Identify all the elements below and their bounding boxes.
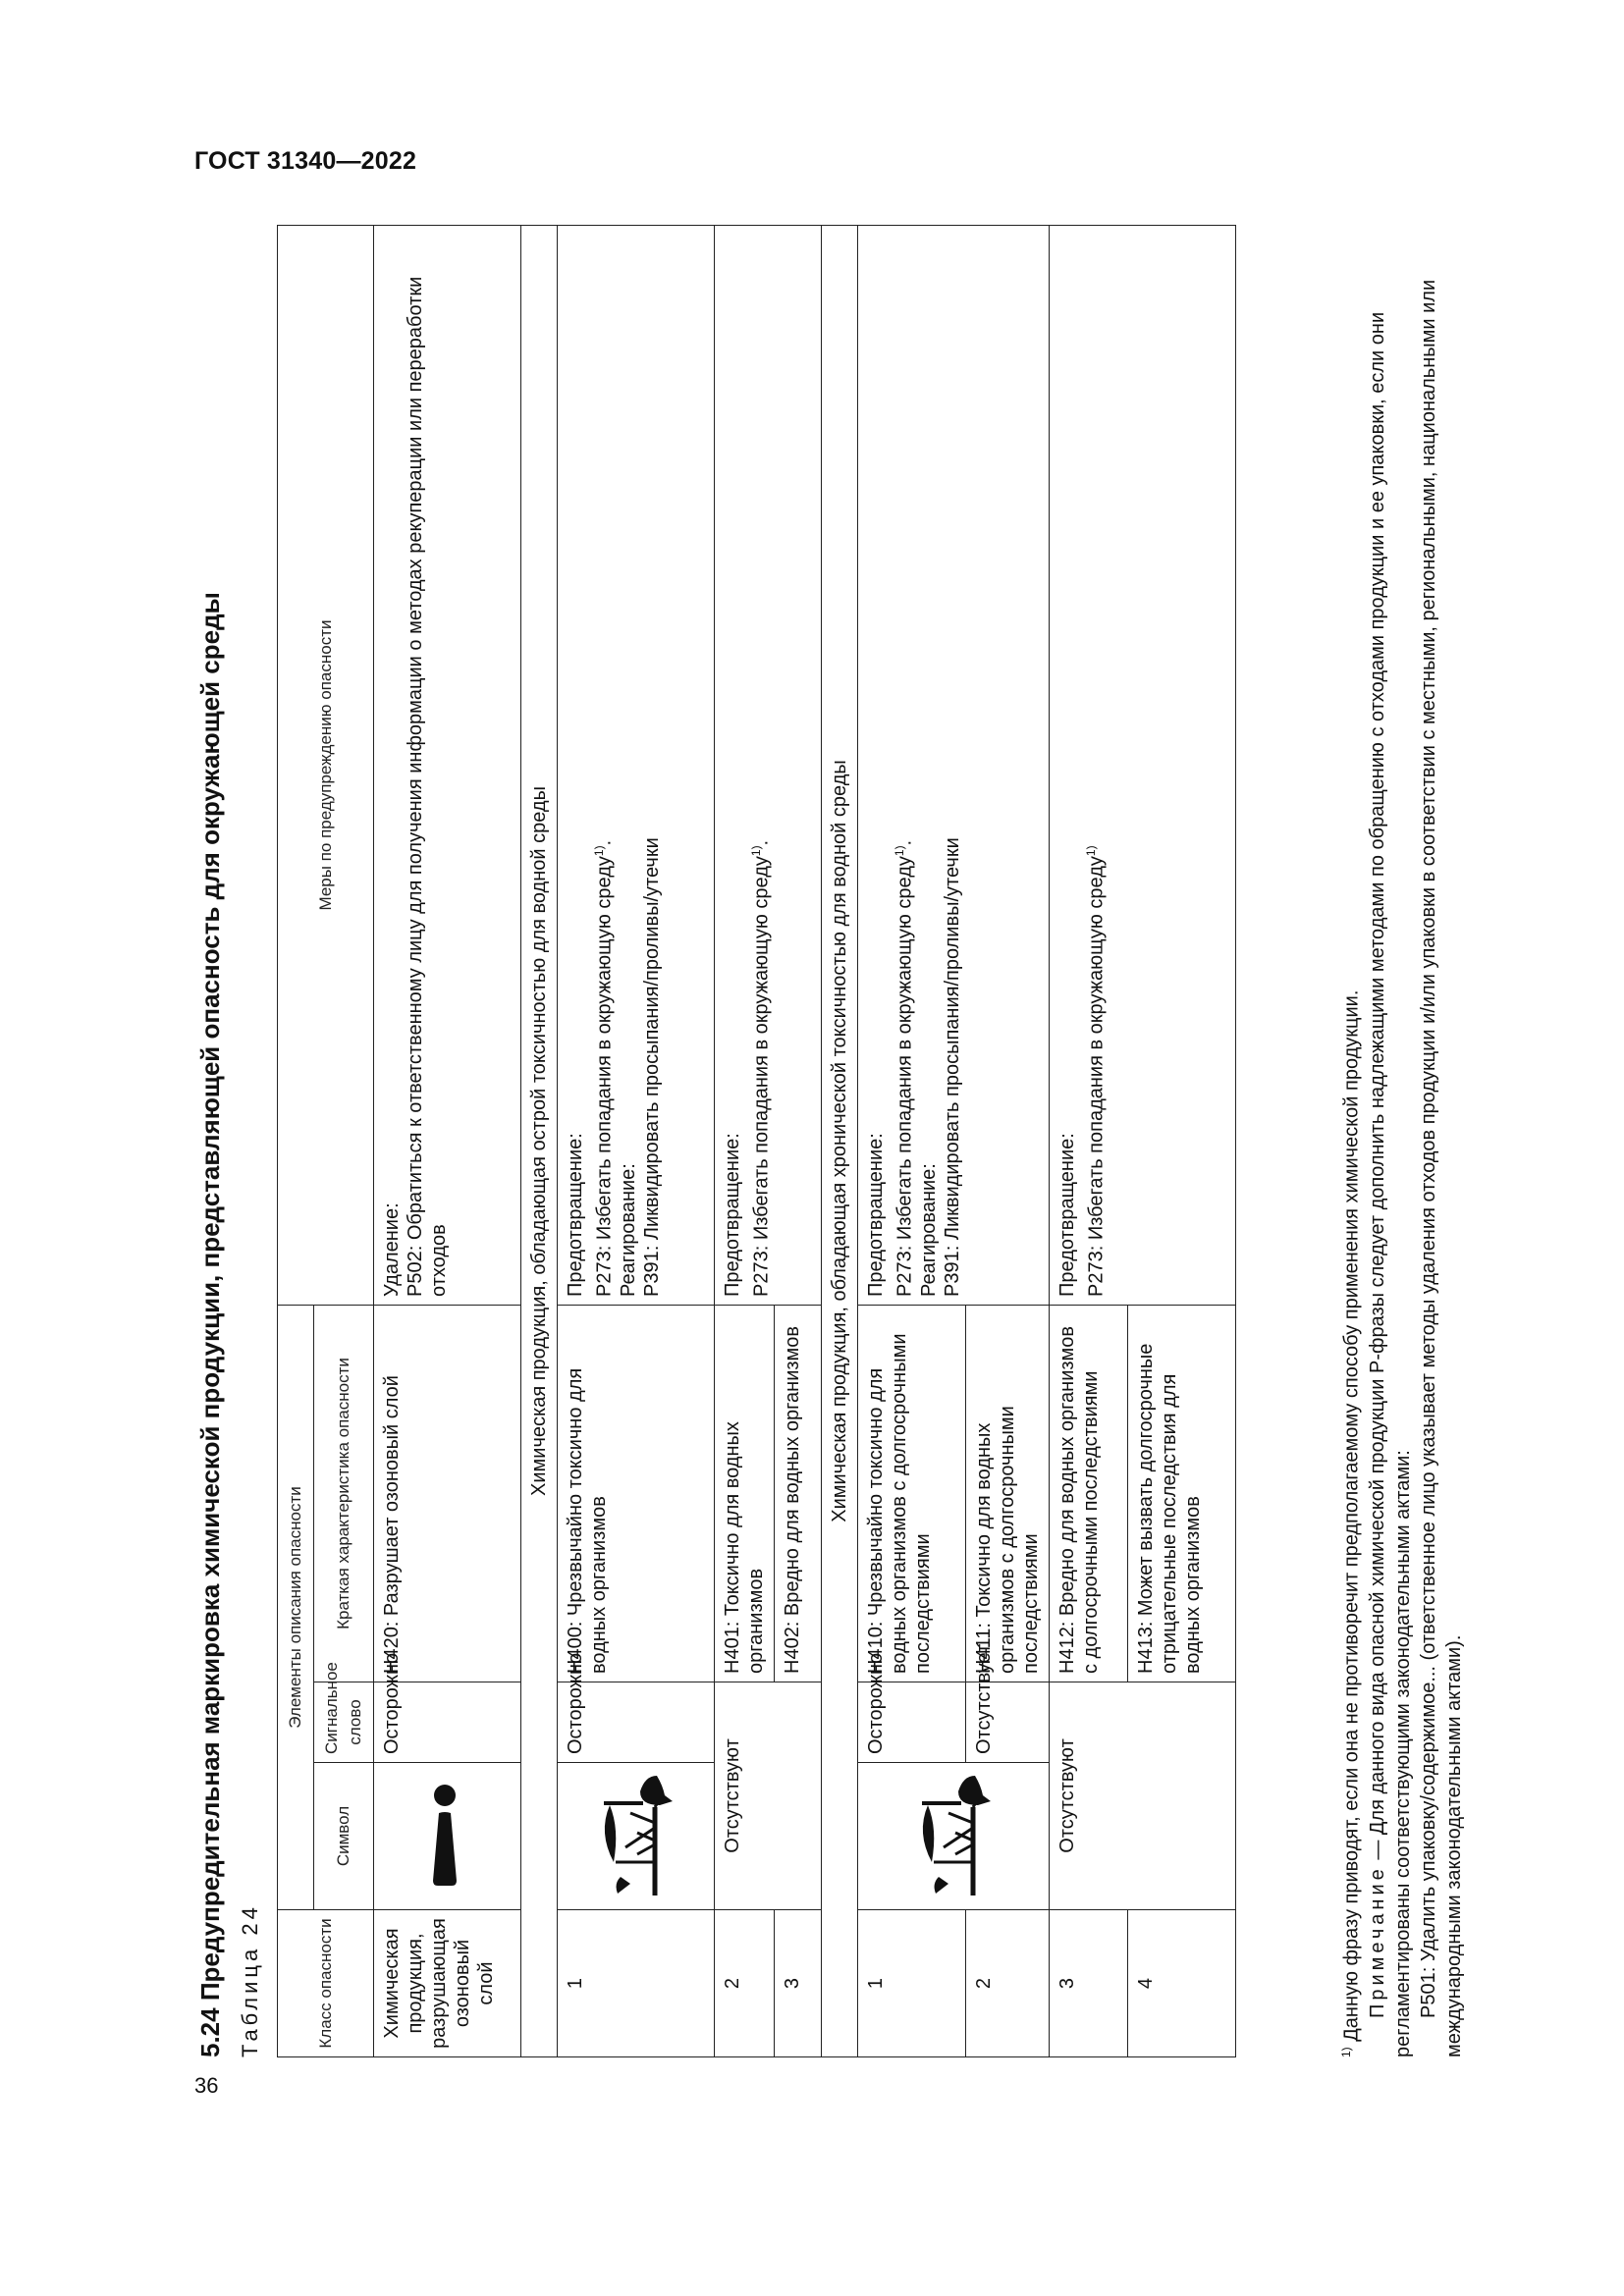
ozone-hazard: H420: Разрушает озоновый слой bbox=[374, 1305, 521, 1682]
acute-hazard-1: H400: Чрезвычайно токсично для водных организмов bbox=[558, 1305, 715, 1682]
acute-hazard-3: H402: Вредно для водных организмов bbox=[775, 1305, 822, 1682]
chronic-class-4: 4 bbox=[1128, 1910, 1236, 2057]
col-header-signal: Сигнальное слово bbox=[314, 1682, 374, 1763]
chronic-class-1: 1 bbox=[858, 1910, 966, 2057]
environment-symbol bbox=[858, 1763, 1050, 1910]
measure-line: P391: Ликвидировать просыпания/проливы/утечки bbox=[640, 837, 663, 1297]
acute-class-3: 3 bbox=[775, 1910, 822, 2057]
rotated-page-content bbox=[194, 212, 1471, 2057]
measure-line: Удаление: bbox=[381, 1202, 403, 1297]
table-label: Таблица 24 bbox=[238, 1903, 262, 2057]
measure-line: P502: Обратиться к ответственному лицу для получения информации о методах рекуперации или переработки отходов bbox=[405, 276, 450, 1297]
ozone-class: Химическая продукция, разрушающая озоновый слой bbox=[374, 1910, 521, 2057]
environment-symbol bbox=[558, 1763, 715, 1910]
chronic-class-3: 3 bbox=[1050, 1910, 1128, 2057]
col-header-symbol: Символ bbox=[314, 1763, 374, 1910]
acute-hazard-2: H401: Токсично для водных организмов bbox=[715, 1305, 775, 1682]
acute-section-title: Химическая продукция, обладающая острой токсичностью для водной среды bbox=[521, 225, 558, 2056]
chronic-signal-1: Осторожно bbox=[858, 1682, 966, 1763]
measure-line: P273: Избегать попадания в окружающую среду$^{1)}$. bbox=[893, 839, 916, 1297]
ozone-measures bbox=[374, 225, 521, 1305]
measure-line: P273: Избегать попадания в окружающую среду$^{1)}$ bbox=[1084, 845, 1108, 1297]
exclamation-symbol bbox=[374, 1763, 521, 1910]
acute-class-1: 1 bbox=[558, 1910, 715, 2057]
col-header-elements: Элементы описания опасности bbox=[278, 1305, 314, 1909]
chronic-signal-2: Отсутствует bbox=[966, 1682, 1050, 1763]
page-number: 36 bbox=[194, 2073, 219, 2098]
chronic-measures-3-4 bbox=[1050, 225, 1236, 1305]
acute-signal-2-3: Отсутствуют bbox=[715, 1682, 822, 1910]
chronic-signal-3-4: Отсутствуют bbox=[1050, 1682, 1236, 1910]
ozone-signal: Осторожно bbox=[374, 1682, 521, 1763]
measure-line: P273: Избегать попадания в окружающую среду$^{1)}$. bbox=[749, 839, 773, 1297]
measure-line: P391: Ликвидировать просыпания/проливы/утечки bbox=[941, 837, 963, 1297]
col-header-measures: Меры по предупреждению опасности bbox=[278, 225, 374, 1305]
section-title: 5.24 Предупредительная маркировка химической продукции, представляющей опасность для окружающей среды bbox=[195, 592, 225, 2057]
measure-line: Реагирование: bbox=[617, 1163, 639, 1297]
chronic-hazard-2: H411: Токсично для водных организмов с долгосрочными последствиями bbox=[966, 1305, 1050, 1682]
col-header-class: Класс опасности bbox=[278, 1910, 374, 2057]
chronic-measures-1-2 bbox=[858, 225, 1050, 1305]
chronic-hazard-3: H412: Вредно для водных организмов с долгосрочными последствиями bbox=[1050, 1305, 1128, 1682]
table-note: Примечание — Для данного вида опасной химической продукции P-фразы следует дополнить надлежащими методами по обращению с отходами продукции и ее упаковки, если они регламентированы соответствующими законодательными актами: bbox=[1366, 311, 1414, 2057]
environment-tree-fish-icon bbox=[586, 1769, 679, 1901]
measure-line: Предотвращение: bbox=[865, 1133, 887, 1297]
footnote-1: $^{1)}$ Данную фразу приводят, если она не противоречит предполагаемому способу применения химической продукции. bbox=[1339, 989, 1363, 2057]
chronic-hazard-4: H413: Может вызвать долгосрочные отрицательные последствия для водных организмов bbox=[1128, 1305, 1236, 1682]
measure-line: P273: Избегать попадания в окружающую среду$^{1)}$. bbox=[592, 839, 616, 1297]
acute-class-2: 2 bbox=[715, 1910, 775, 2057]
measure-line: Предотвращение: bbox=[722, 1133, 743, 1297]
measure-line: Предотвращение: bbox=[565, 1133, 586, 1297]
table-footnotes bbox=[1333, 226, 1467, 2057]
chronic-section-title: Химическая продукция, обладающая хронической токсичностью для водной среды bbox=[822, 225, 858, 2056]
acute-measures-1 bbox=[558, 225, 715, 1305]
p501-note: P501: Удалить упаковку/содержимое... (ответственное лицо указывает методы удаления отходов продукции и/или упаковки в соответствии с местными, региональными, национальными или международными законодательными актами). bbox=[1417, 279, 1465, 2057]
measure-line: Реагирование: bbox=[917, 1163, 940, 1297]
col-header-hazard: Краткая характеристика опасности bbox=[314, 1305, 374, 1682]
document-header: ГОСТ 31340—2022 bbox=[194, 147, 417, 175]
measure-line: Предотвращение: bbox=[1056, 1133, 1078, 1297]
acute-measures-2-3 bbox=[715, 225, 822, 1305]
acute-signal-1: Осторожно bbox=[558, 1682, 715, 1763]
chronic-class-2: 2 bbox=[966, 1910, 1050, 2057]
hazard-table bbox=[277, 225, 1236, 2057]
environment-tree-fish-icon bbox=[904, 1769, 998, 1901]
chronic-hazard-1: H410: Чрезвычайно токсично для водных организмов с долгосрочными последствиями bbox=[858, 1305, 966, 1682]
exclamation-mark-icon bbox=[425, 1783, 464, 1891]
